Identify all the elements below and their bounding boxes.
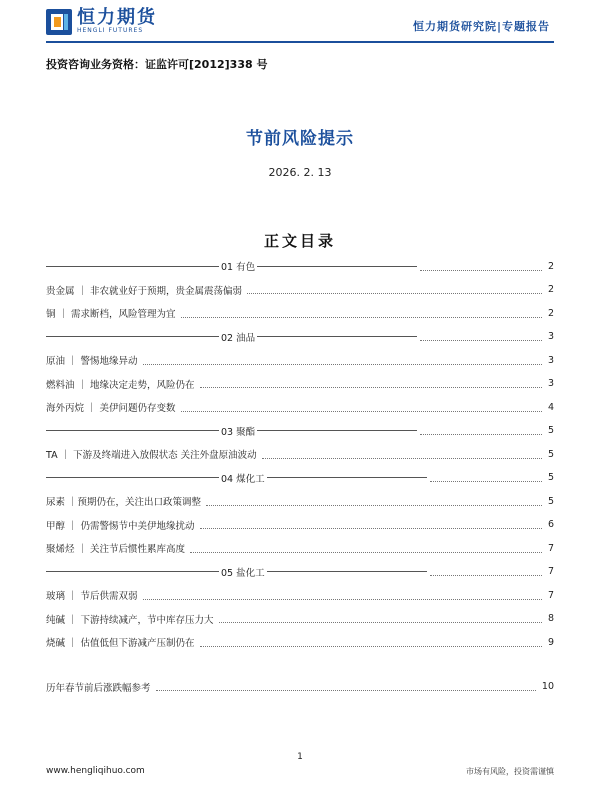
- toc-section-row[interactable]: [46, 564, 554, 580]
- toc-page-number: 9: [547, 636, 554, 648]
- toc-item-row[interactable]: [46, 446, 554, 462]
- toc-leader-dots: [156, 690, 536, 691]
- toc-item-text: 原油 ｜ 警惕地缘异动: [46, 356, 138, 367]
- toc-item-row[interactable]: [46, 282, 554, 298]
- toc-item-text: 纯碱 ｜ 下游持续减产，节中库存压力大: [46, 614, 214, 626]
- toc-leader-dots: [420, 270, 542, 271]
- toc-section-label: 05 盐化工: [221, 567, 265, 579]
- toc-section-rule: [46, 336, 219, 337]
- toc-section-rule: [267, 477, 427, 478]
- toc-item-text: 贵金属 ｜ 非农就业好于预期，贵金属震荡偏弱: [46, 285, 243, 297]
- toc-leader-dots: [420, 340, 542, 341]
- toc-item-row[interactable]: [46, 611, 554, 627]
- toc-leader-dots: [143, 364, 542, 365]
- toc-item-text: 海外丙烷 ｜ 美伊问题仍存变数: [46, 403, 176, 414]
- toc-section-rule: [267, 571, 427, 572]
- risk-disclaimer: 市场有风险，投资需谨慎: [466, 767, 554, 776]
- header-divider: [46, 41, 554, 43]
- toc-page-number: 5: [547, 472, 554, 483]
- toc-item-row[interactable]: [46, 305, 554, 321]
- qualification-text: 投资咨询业务资格：证监许可[2012]338 号: [46, 58, 268, 71]
- toc-page-number: 3: [547, 331, 554, 342]
- toc-item-text: 聚烯烃 ｜ 关注节后惯性累库高度: [46, 544, 186, 555]
- report-date: 2026. 2. 13: [268, 166, 332, 179]
- toc-page-number: 4: [547, 401, 554, 413]
- toc-item-row[interactable]: [46, 634, 554, 650]
- toc-page-number: 2: [547, 260, 554, 272]
- toc-leader-dots: [190, 552, 542, 553]
- toc-heading: 正文目录: [263, 232, 336, 250]
- toc-page-number: 7: [547, 542, 554, 554]
- toc-page-number: 3: [547, 354, 554, 366]
- toc-page-number: 7: [547, 566, 554, 577]
- toc-leader-dots: [262, 458, 542, 459]
- report-type-label: 恒力期货研究院|专题报告: [412, 20, 550, 33]
- toc-item-text: 历年春节前后涨跌幅参考: [46, 682, 151, 694]
- toc-item-row[interactable]: [46, 399, 554, 415]
- toc-leader-dots: [181, 411, 542, 412]
- toc-page-number: 5: [547, 448, 554, 460]
- toc-page-number: 5: [547, 425, 554, 436]
- toc-section-row[interactable]: [46, 329, 554, 345]
- toc-leader-dots: [219, 622, 542, 623]
- toc-page-number: 10: [541, 681, 554, 693]
- toc-page-number: 7: [547, 589, 554, 601]
- toc-leader-dots: [430, 481, 542, 482]
- page-header: [0, 0, 600, 44]
- toc-leader-dots: [200, 646, 542, 647]
- toc-leader-dots: [200, 387, 542, 388]
- toc-section-row[interactable]: [46, 470, 554, 486]
- logo-chinese-name: 恒力期货: [77, 7, 157, 28]
- toc-item-row[interactable]: [46, 587, 554, 603]
- toc-item-text: TA ｜ 下游及终端进入放假状态 关注外盘原油波动: [46, 450, 257, 461]
- company-logo: [46, 8, 157, 35]
- toc-item-row[interactable]: [46, 540, 554, 556]
- toc-page-number: 6: [547, 519, 554, 530]
- toc-item-row[interactable]: [46, 493, 554, 509]
- toc-page-number: 8: [547, 613, 554, 624]
- toc-section-label: 04 煤化工: [221, 473, 265, 485]
- toc-item-text: 铜 ｜ 需求断档，风险管理为宜: [46, 309, 176, 320]
- page-number: 1: [297, 752, 303, 762]
- website-url[interactable]: www.hengliqihuo.com: [46, 766, 145, 776]
- toc-page-number: 2: [547, 307, 554, 319]
- toc-section-rule: [46, 571, 219, 572]
- toc-section-label: 03 聚酯: [221, 426, 256, 438]
- toc-item-text: 甲醇 ｜ 仍需警惕节中美伊地缘扰动: [46, 520, 195, 532]
- toc-section-rule: [46, 477, 219, 478]
- toc-leader-dots: [247, 293, 542, 294]
- toc-item-row[interactable]: [46, 679, 554, 695]
- toc-section-rule: [257, 266, 417, 267]
- toc-leader-dots: [143, 599, 542, 600]
- toc-item-text: 烧碱 ｜ 估值低但下游减产压制仍在: [46, 638, 195, 649]
- toc-page-number: 3: [547, 378, 554, 389]
- toc-section-rule: [46, 266, 219, 267]
- toc-page-number: 2: [547, 284, 554, 295]
- toc-section-row[interactable]: [46, 423, 554, 439]
- toc-leader-dots: [181, 317, 542, 318]
- toc-item-row[interactable]: [46, 517, 554, 533]
- toc-leader-dots: [206, 505, 542, 506]
- toc-section-rule: [257, 336, 417, 337]
- toc-page-number: 5: [547, 495, 554, 507]
- logo-mark-icon: [46, 9, 72, 35]
- toc-section-label: 01 有色: [221, 262, 256, 273]
- toc-item-row[interactable]: [46, 376, 554, 392]
- toc-item-text: 尿素 ｜预期仍在，关注出口政策调整: [46, 497, 202, 508]
- toc-leader-dots: [430, 575, 542, 576]
- toc-section-row[interactable]: [46, 258, 554, 274]
- toc-item-row[interactable]: [46, 352, 554, 368]
- toc-section-rule: [46, 430, 219, 431]
- logo-english-name: HENGLI FUTURES: [77, 27, 144, 34]
- report-title: 节前风险提示: [246, 129, 354, 149]
- toc-leader-dots: [420, 434, 542, 435]
- toc-leader-dots: [200, 528, 542, 529]
- toc-item-text: 玻璃 ｜ 节后供需双弱: [46, 591, 138, 602]
- toc-item-text: 燃料油 ｜ 地缘决定走势，风险仍在: [46, 379, 195, 391]
- toc-section-rule: [257, 430, 417, 431]
- toc-section-label: 02 油品: [221, 332, 256, 344]
